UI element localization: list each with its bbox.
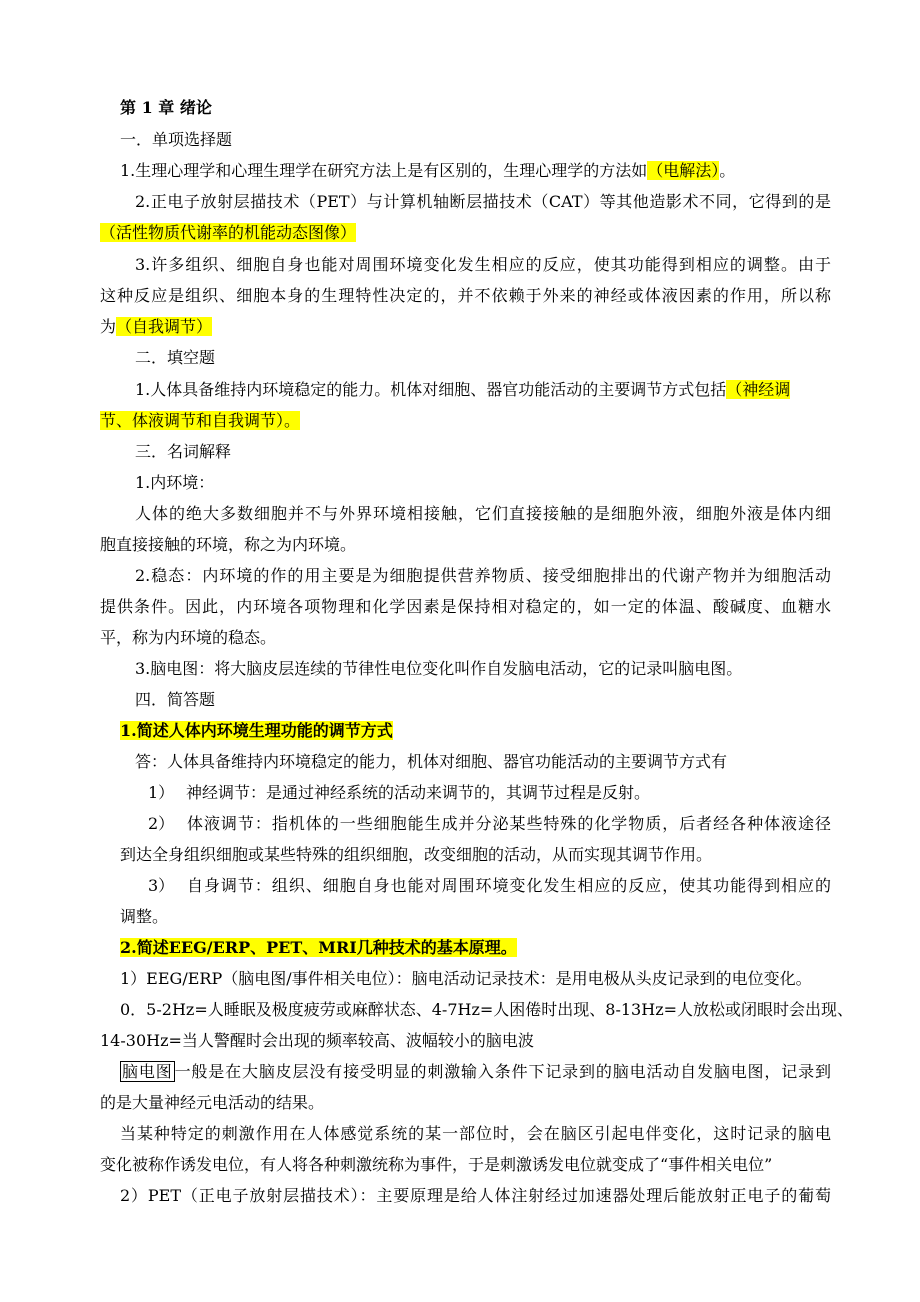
answer-highlight: （神经调 [726, 380, 791, 399]
answer-2-paragraph-4-line-2: 变化被称作诱发电位，有人将各种刺激统称为事件，于是刺激诱发电位就变成了“事件相关电位” [100, 1155, 773, 1174]
answer-item-3-line-1 [148, 874, 831, 898]
question-highlight: 2.简述EEG/ERP、PET、MRI几种技术的基本原理。 [120, 938, 517, 957]
question-3-line-1: 3.许多组织、细胞自身也能对周围环境变化发生相应的反应，使其功能得到相应的调整。由于 [135, 255, 831, 274]
answer-highlight: （电解法） [647, 161, 720, 180]
term-3-line-1: 3.脑电图：将大脑皮层连续的节律性电位变化叫作自发脑电活动，它的记录叫脑电图。 [135, 659, 743, 678]
item-number: 3） [148, 876, 175, 895]
item-text: 自身调节：组织、细胞自身也能对周围环境变化发生相应的反应，使其功能得到相应的 [186, 876, 831, 895]
answer-highlight: （自我调节） [116, 317, 213, 336]
short-answer-1-intro: 答：人体具备维持内环境稳定的能力，机体对细胞、器官功能活动的主要调节方式有 [135, 752, 728, 771]
question-text: 1.生理心理学和心理生理学在研究方法上是有区别的，生理心理学的方法如 [120, 161, 648, 180]
question-text: 为 [100, 317, 117, 336]
answer-item-1 [148, 781, 650, 805]
term-2-line-2: 提供条件。因此，内环境各项物理和化学因素是保持相对稳定的，如一定的体温、酸碱度、血糖水 [100, 597, 831, 616]
answer-2-paragraph-3-line-2: 的是大量神经元电活动的结果。 [100, 1093, 325, 1112]
short-answer-2-question [120, 936, 517, 960]
section-heading-short-answer: 四．简答题 [135, 690, 216, 709]
item-number: 1） [148, 783, 175, 802]
item-text: 神经调节：是通过神经系统的活动来调节的，其调节过程是反射。 [186, 783, 651, 802]
term-2-line-3: 平，称为内环境的稳态。 [100, 628, 277, 647]
answer-2-paragraph-4-line-1: 当某种特定的刺激作用在人体感觉系统的某一部位时，会在脑区引起电伴变化，这时记录的脑电 [120, 1124, 831, 1143]
term-1-title: 1.内环境： [135, 473, 215, 492]
term-2-line-1: 2.稳态：内环境的作的用主要是为细胞提供营养物质、接受细胞排出的代谢产物并为细胞活动 [135, 566, 831, 585]
paragraph-text: 一般是在大脑皮层没有接受明显的刺激输入条件下记录到的脑电活动自发脑电图，记录到 [174, 1062, 831, 1081]
question-3-line-2: 这种反应是组织、细胞本身的生理特性决定的，并不依赖于外来的神经或体液因素的作用，所以称 [100, 286, 831, 305]
answer-item-2-line-2: 到达全身组织细胞或某些特殊的组织细胞，改变细胞的活动，从而实现其调节作用。 [120, 845, 713, 864]
answer-2-paragraph-2-line-1: 0．5-2Hz=人睡眠及极度疲劳或麻醉状态、4-7Hz=人困倦时出现、8-13Hz=人放松或闭眼时会出现、 [120, 1000, 854, 1019]
answer-highlight: 节、体液调节和自我调节）。 [100, 411, 301, 430]
term-1-line-2: 胞直接接触的环境，称之为内环境。 [100, 535, 357, 554]
question-2-answer [100, 221, 356, 245]
question-text: 1.人体具备维持内环境稳定的能力。机体对细胞、器官功能活动的主要调节方式包括 [135, 380, 727, 399]
chapter-title: 第 1 章 绪论 [120, 98, 212, 117]
section-heading-fill-blank: 二．填空题 [135, 348, 216, 367]
short-answer-1-question [120, 719, 393, 743]
question-end: 。 [719, 161, 736, 180]
fill-1-line-1 [135, 378, 831, 402]
fill-1-line-2 [100, 409, 300, 433]
item-number: 2） [148, 814, 175, 833]
answer-2-paragraph-2-line-2: 14-30Hz=当人警醒时会出现的频率较高、波幅较小的脑电波 [100, 1031, 534, 1050]
question-2: 2.正电子放射层描技术（PET）与计算机轴断层描技术（CAT）等其他造影术不同，它得到的是 [135, 192, 831, 211]
question-highlight: 1.简述人体内环境生理功能的调节方式 [120, 721, 393, 740]
answer-highlight: （活性物质代谢率的机能动态图像） [100, 223, 357, 242]
answer-2-paragraph-1: 1）EEG/ERP（脑电图/事件相关电位）：脑电活动记录技术：是用电极从头皮记录到的电位变化。 [120, 969, 812, 988]
answer-item-3-line-2: 调整。 [120, 907, 169, 926]
question-1 [120, 159, 735, 183]
term-1-line-1: 人体的绝大多数细胞并不与外界环境相接触，它们直接接触的是细胞外液，细胞外液是体内细 [135, 504, 831, 523]
answer-2-paragraph-3-line-1 [120, 1060, 831, 1084]
question-3-line-3 [100, 315, 212, 339]
answer-item-2-line-1 [148, 812, 831, 836]
boxed-term: 脑电图 [122, 1062, 173, 1081]
answer-2-paragraph-5: 2）PET（正电子放射层描技术）：主要原理是给人体注射经过加速器处理后能放射正电子的葡萄 [120, 1186, 831, 1205]
section-heading-single-choice: 一．单项选择题 [120, 130, 233, 149]
section-heading-terms: 三．名词解释 [135, 442, 232, 461]
item-text: 体液调节：指机体的一些细胞能生成并分泌某些特殊的化学物质，后者经各种体液途径 [186, 814, 831, 833]
